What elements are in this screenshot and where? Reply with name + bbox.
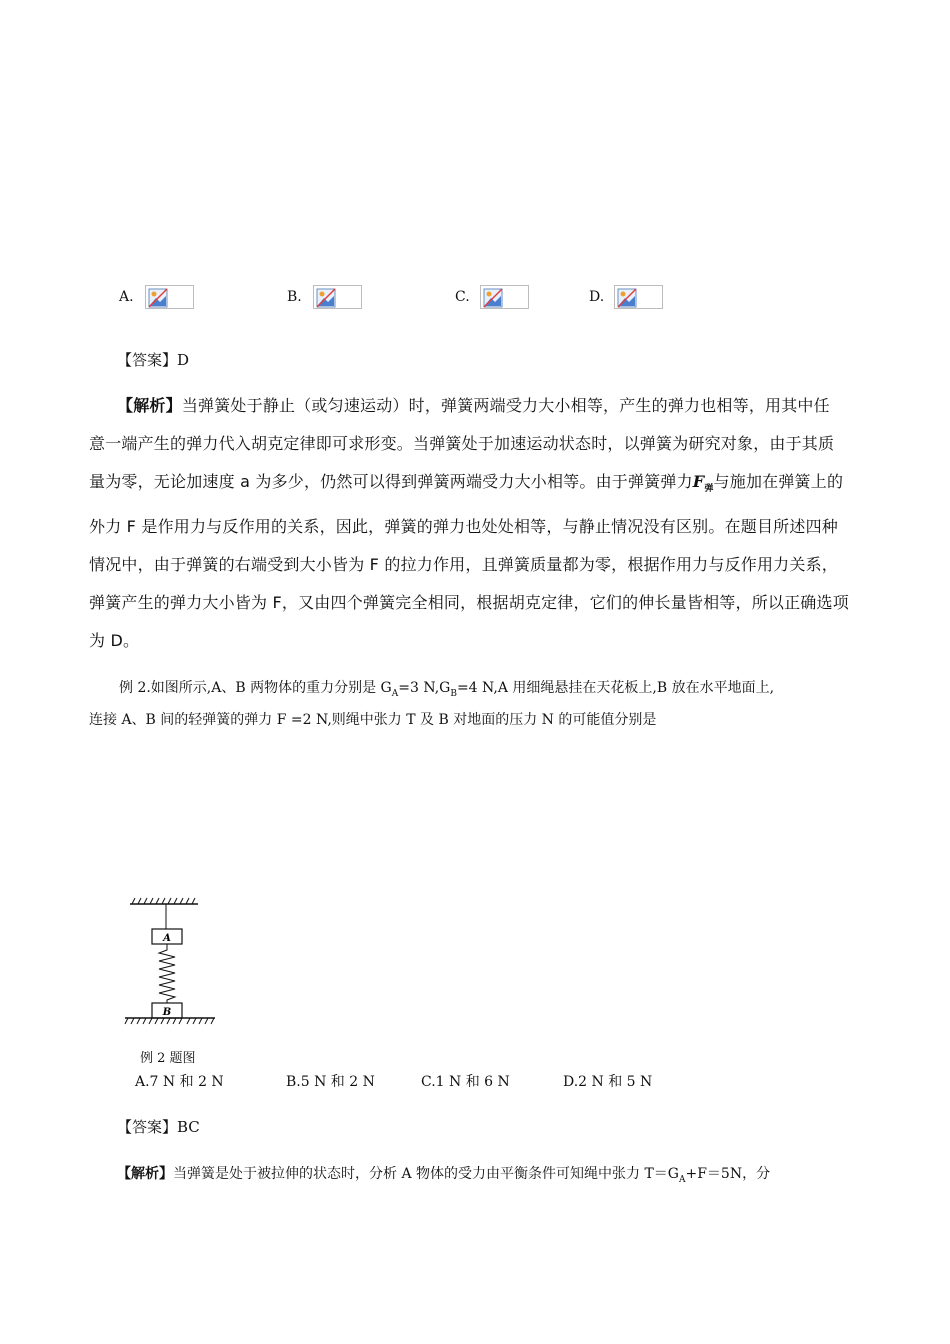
analysis-2-tag: 【解析】 <box>117 1166 173 1182</box>
analysis-2-subscript: A <box>678 1174 686 1185</box>
example-2 <box>89 675 879 733</box>
broken-image-icon <box>148 288 168 308</box>
analysis-1-line-3-end: 与施加在弹簧上的 <box>713 472 844 491</box>
analysis-1-tag: 【解析】 <box>117 396 182 415</box>
answer-1: 【答案】D <box>117 351 190 369</box>
spring-figure <box>120 895 220 1030</box>
analysis-1-line-4: 外力 F 是作用力与反作用的关系，因此，弹簧的弹力也处处相等，与静止情况没有区别。在题目所述四种 <box>89 517 838 537</box>
choice-c: C.1 N 和 6 N <box>421 1074 510 1090</box>
gb-subscript: B <box>450 688 457 699</box>
analysis-2 <box>117 1163 770 1185</box>
choice-d: D.2 N 和 5 N <box>563 1074 653 1090</box>
broken-image-icon <box>483 288 503 308</box>
analysis-1-line-1: 当弹簧处于静止（或匀速运动）时，弹簧两端受力大小相等，产生的弹力也相等，用其中任 <box>181 396 830 415</box>
answer-2: 【答案】BC <box>117 1118 200 1136</box>
choice-b: B.5 N 和 2 N <box>286 1074 375 1090</box>
example-2-line-2: 连接 A、B 间的轻弹簧的弹力 F =2 N,则绳中张力 T 及 B 对地面的压力 N 的可能值分别是 <box>89 711 657 728</box>
analysis-1-line-2: 意一端产生的弹力代入胡克定律即可求形变。当弹簧处于加速运动状态时，以弹簧为研究对象，由于其质 <box>89 434 835 453</box>
figure-caption: 例 2 题图 <box>140 1051 196 1066</box>
analysis-1-line-3: 量为零，无论加速度 a 为多少，仍然可以得到弹簧两端受力大小相等。由于弹簧弹力 <box>89 472 693 491</box>
option-c-label: C. <box>455 289 470 305</box>
broken-image-icon <box>617 288 637 308</box>
example-2-line-1c: =4 N,A 用细绳悬挂在天花板上,B 放在水平地面上, <box>456 680 775 696</box>
choice-a: A.7 N 和 2 N <box>135 1074 224 1090</box>
option-b-label: B. <box>287 289 302 305</box>
block-a-label: A <box>163 933 171 944</box>
option-c-image <box>480 285 529 309</box>
analysis-1 <box>89 387 859 660</box>
option-d-image <box>614 285 663 309</box>
analysis-1-line-6: 弹簧产生的弹力大小皆为 F，又由四个弹簧完全相同，根据胡克定律，它们的伸长量皆相等，所以正确选项 <box>89 593 849 613</box>
analysis-2-text: 当弹簧是处于被拉伸的状态时，分析 A 物体的受力由平衡条件可知绳中张力 T＝G <box>173 1166 679 1182</box>
option-b-image <box>313 285 362 309</box>
analysis-1-line-5: 情况中，由于弹簧的右端受到大小皆为 F 的拉力作用，且弹簧质量都为零，根据作用力与反作用力关系， <box>89 555 838 575</box>
analysis-2-text-end: +F＝5N，分 <box>685 1166 771 1182</box>
option-a-label: A. <box>119 289 134 305</box>
option-a-image <box>145 285 194 309</box>
f-spring-subscript: 弹 <box>704 484 714 495</box>
option-d-label: D. <box>589 289 605 305</box>
f-spring-symbol: F <box>692 472 705 491</box>
broken-image-icon <box>316 288 336 308</box>
example-2-line-1a: 例 2.如图所示,A、B 两物体的重力分别是 G <box>119 680 392 696</box>
example-2-line-1b: =3 N,G <box>398 680 451 696</box>
analysis-1-line-7: 为 D。 <box>89 631 140 651</box>
block-b-label: B <box>162 1007 172 1018</box>
ga-subscript: A <box>391 688 399 699</box>
spring <box>159 944 175 1003</box>
